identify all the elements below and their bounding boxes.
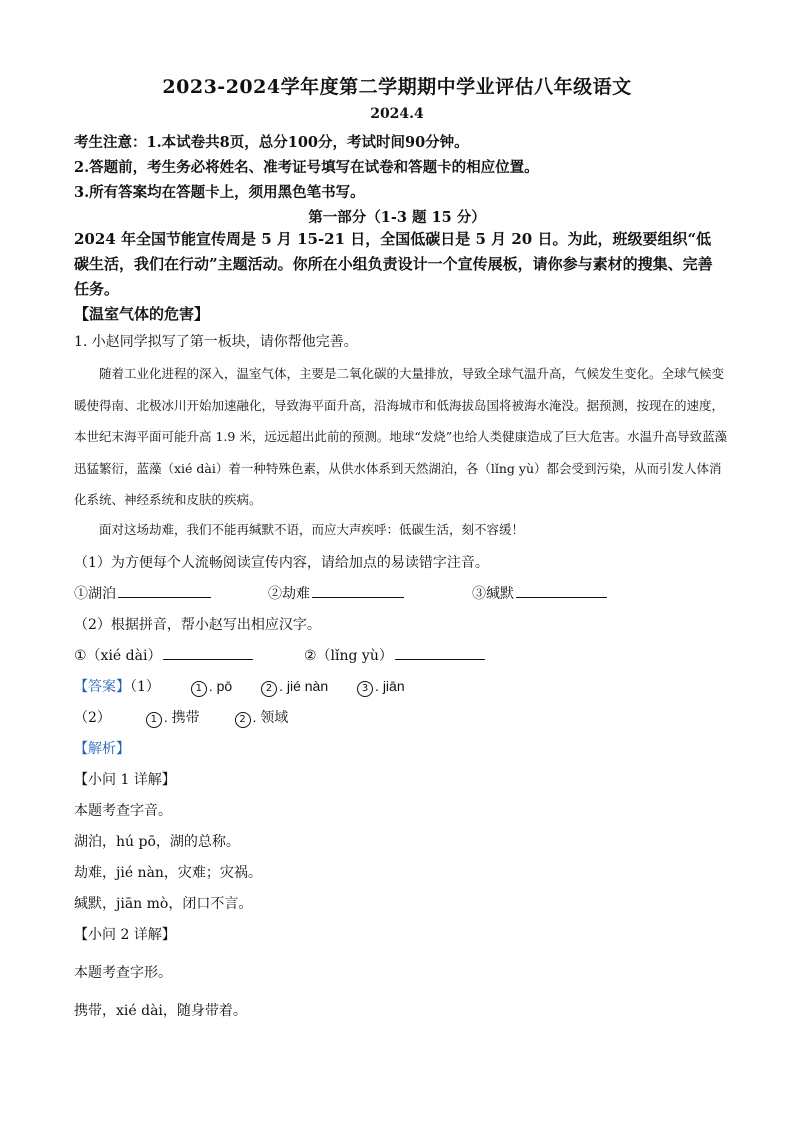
circled-number: 2 [235, 712, 251, 728]
analysis-tag: 【解析】 [74, 741, 130, 757]
page-title: 2023-2024学年度第二学期期中学业评估八年级语文 [162, 76, 632, 98]
analysis-line: 劫难，jié nàn，灾难；灾祸。 [74, 865, 262, 881]
answer-row-1 [74, 676, 405, 697]
analysis-line: 湖泊，hú pō，湖的总称。 [74, 834, 240, 850]
answer-value: . jié nàn [279, 678, 329, 694]
passage-paragraph-2: 面对这场劫难，我们不能再缄默不语，而应大声疾呼：低碳生活，刻不容缓！ [99, 522, 525, 537]
notice-line-1: 考生注意：1.本试卷共8页，总分100分，考试时间90分钟。 [74, 134, 469, 151]
answer-blank[interactable] [516, 583, 607, 598]
answer-value: . 携带 [163, 709, 200, 725]
answer-blank[interactable] [118, 583, 211, 598]
sub-question-2-item-1 [74, 645, 253, 665]
item-label: ②（lǐng yù） [304, 648, 393, 664]
circled-number: 1 [191, 681, 207, 697]
answer-value: . pō [208, 678, 233, 694]
part-one-heading: 第一部分（1-3 题 15 分） [308, 209, 486, 226]
passage-paragraph-1: 随着工业化进程的深入，温室气体，主要是二氧化碳的大量排放，导致全球气温升高，气候发生变化。全球气候变暖使得南、北极冰川开始加速融化，导致海平面升高，沿海城市和低海拔岛国将被海水淹没。据预测，按现在的速度，本世纪末海平面可能升高 1.9 米，远远超出此前的预测。地球“发烧”也给人类健康造成了巨大危害。水温升高导致蓝藻迅猛繁衍，蓝藻（xié dài）着一种特殊色素，从供水体系到天然湖泊，各（lǐng yù）都会受到污染，从而引发人体消化系统、神经系统和皮肤的疾病。 [74, 366, 728, 507]
analysis-line: 本题考查字音。 [74, 803, 172, 819]
answer-row-2 [74, 707, 288, 728]
part-one-intro: 2024 年全国节能宣传周是 5 月 15-21 日，全国低碳日是 5 月 20 日。为此，班级要组织“低碳生活，我们在行动”主题活动。你所在小组负责设计一个宣传展板，请你参与素材的搜集、完善任务。 [74, 230, 713, 298]
circled-number: 2 [261, 681, 277, 697]
answer-value: . 领域 [252, 709, 289, 725]
block-title: 【温室气体的危害】 [74, 305, 210, 323]
answer-blank[interactable] [163, 645, 253, 660]
answer-part-label: （1） [130, 679, 160, 695]
sub-question-1-item-1 [74, 583, 211, 603]
sub-1-analysis-heading: 【小问 1 详解】 [74, 772, 176, 788]
sub-question-1-item-3 [472, 583, 607, 603]
sub-question-2-item-2 [304, 645, 485, 665]
circled-number: 3 [357, 681, 373, 697]
answer-blank[interactable] [312, 583, 404, 598]
item-label: ③缄默 [472, 586, 514, 602]
analysis-line: 本题考查字形。 [74, 965, 172, 981]
item-label: ①（xié dài） [74, 648, 162, 664]
sub-question-1-item-2 [268, 583, 404, 603]
answer-part-label: （2） [74, 710, 111, 726]
answer-tag: 【答案】 [74, 679, 130, 695]
analysis-line: 携带，xié dài，随身带着。 [74, 1003, 247, 1019]
analysis-line: 缄默，jiān mò，闭口不言。 [74, 896, 253, 912]
sub-question-2-prompt: （2）根据拼音，帮小赵写出相应汉字。 [74, 617, 321, 633]
item-label: ①湖泊 [74, 586, 116, 602]
question-1-prompt: 1. 小赵同学拟写了第一板块，请你帮他完善。 [74, 334, 358, 350]
notice-line-2: 2.答题前，考生务必将姓名、准考证号填写在试卷和答题卡的相应位置。 [74, 159, 539, 176]
circled-number: 1 [146, 712, 162, 728]
answer-value: . jiān [375, 678, 405, 694]
answer-blank[interactable] [395, 645, 485, 660]
exam-date: 2024.4 [370, 106, 424, 122]
sub-question-1-prompt: （1）为方便每个人流畅阅读宣传内容，请给加点的易读错字注音。 [74, 555, 489, 571]
item-label: ②劫难 [268, 586, 310, 602]
sub-2-analysis-heading: 【小问 2 详解】 [74, 927, 176, 943]
notice-line-3: 3.所有答案均在答题卡上，须用黑色笔书写。 [74, 184, 365, 201]
